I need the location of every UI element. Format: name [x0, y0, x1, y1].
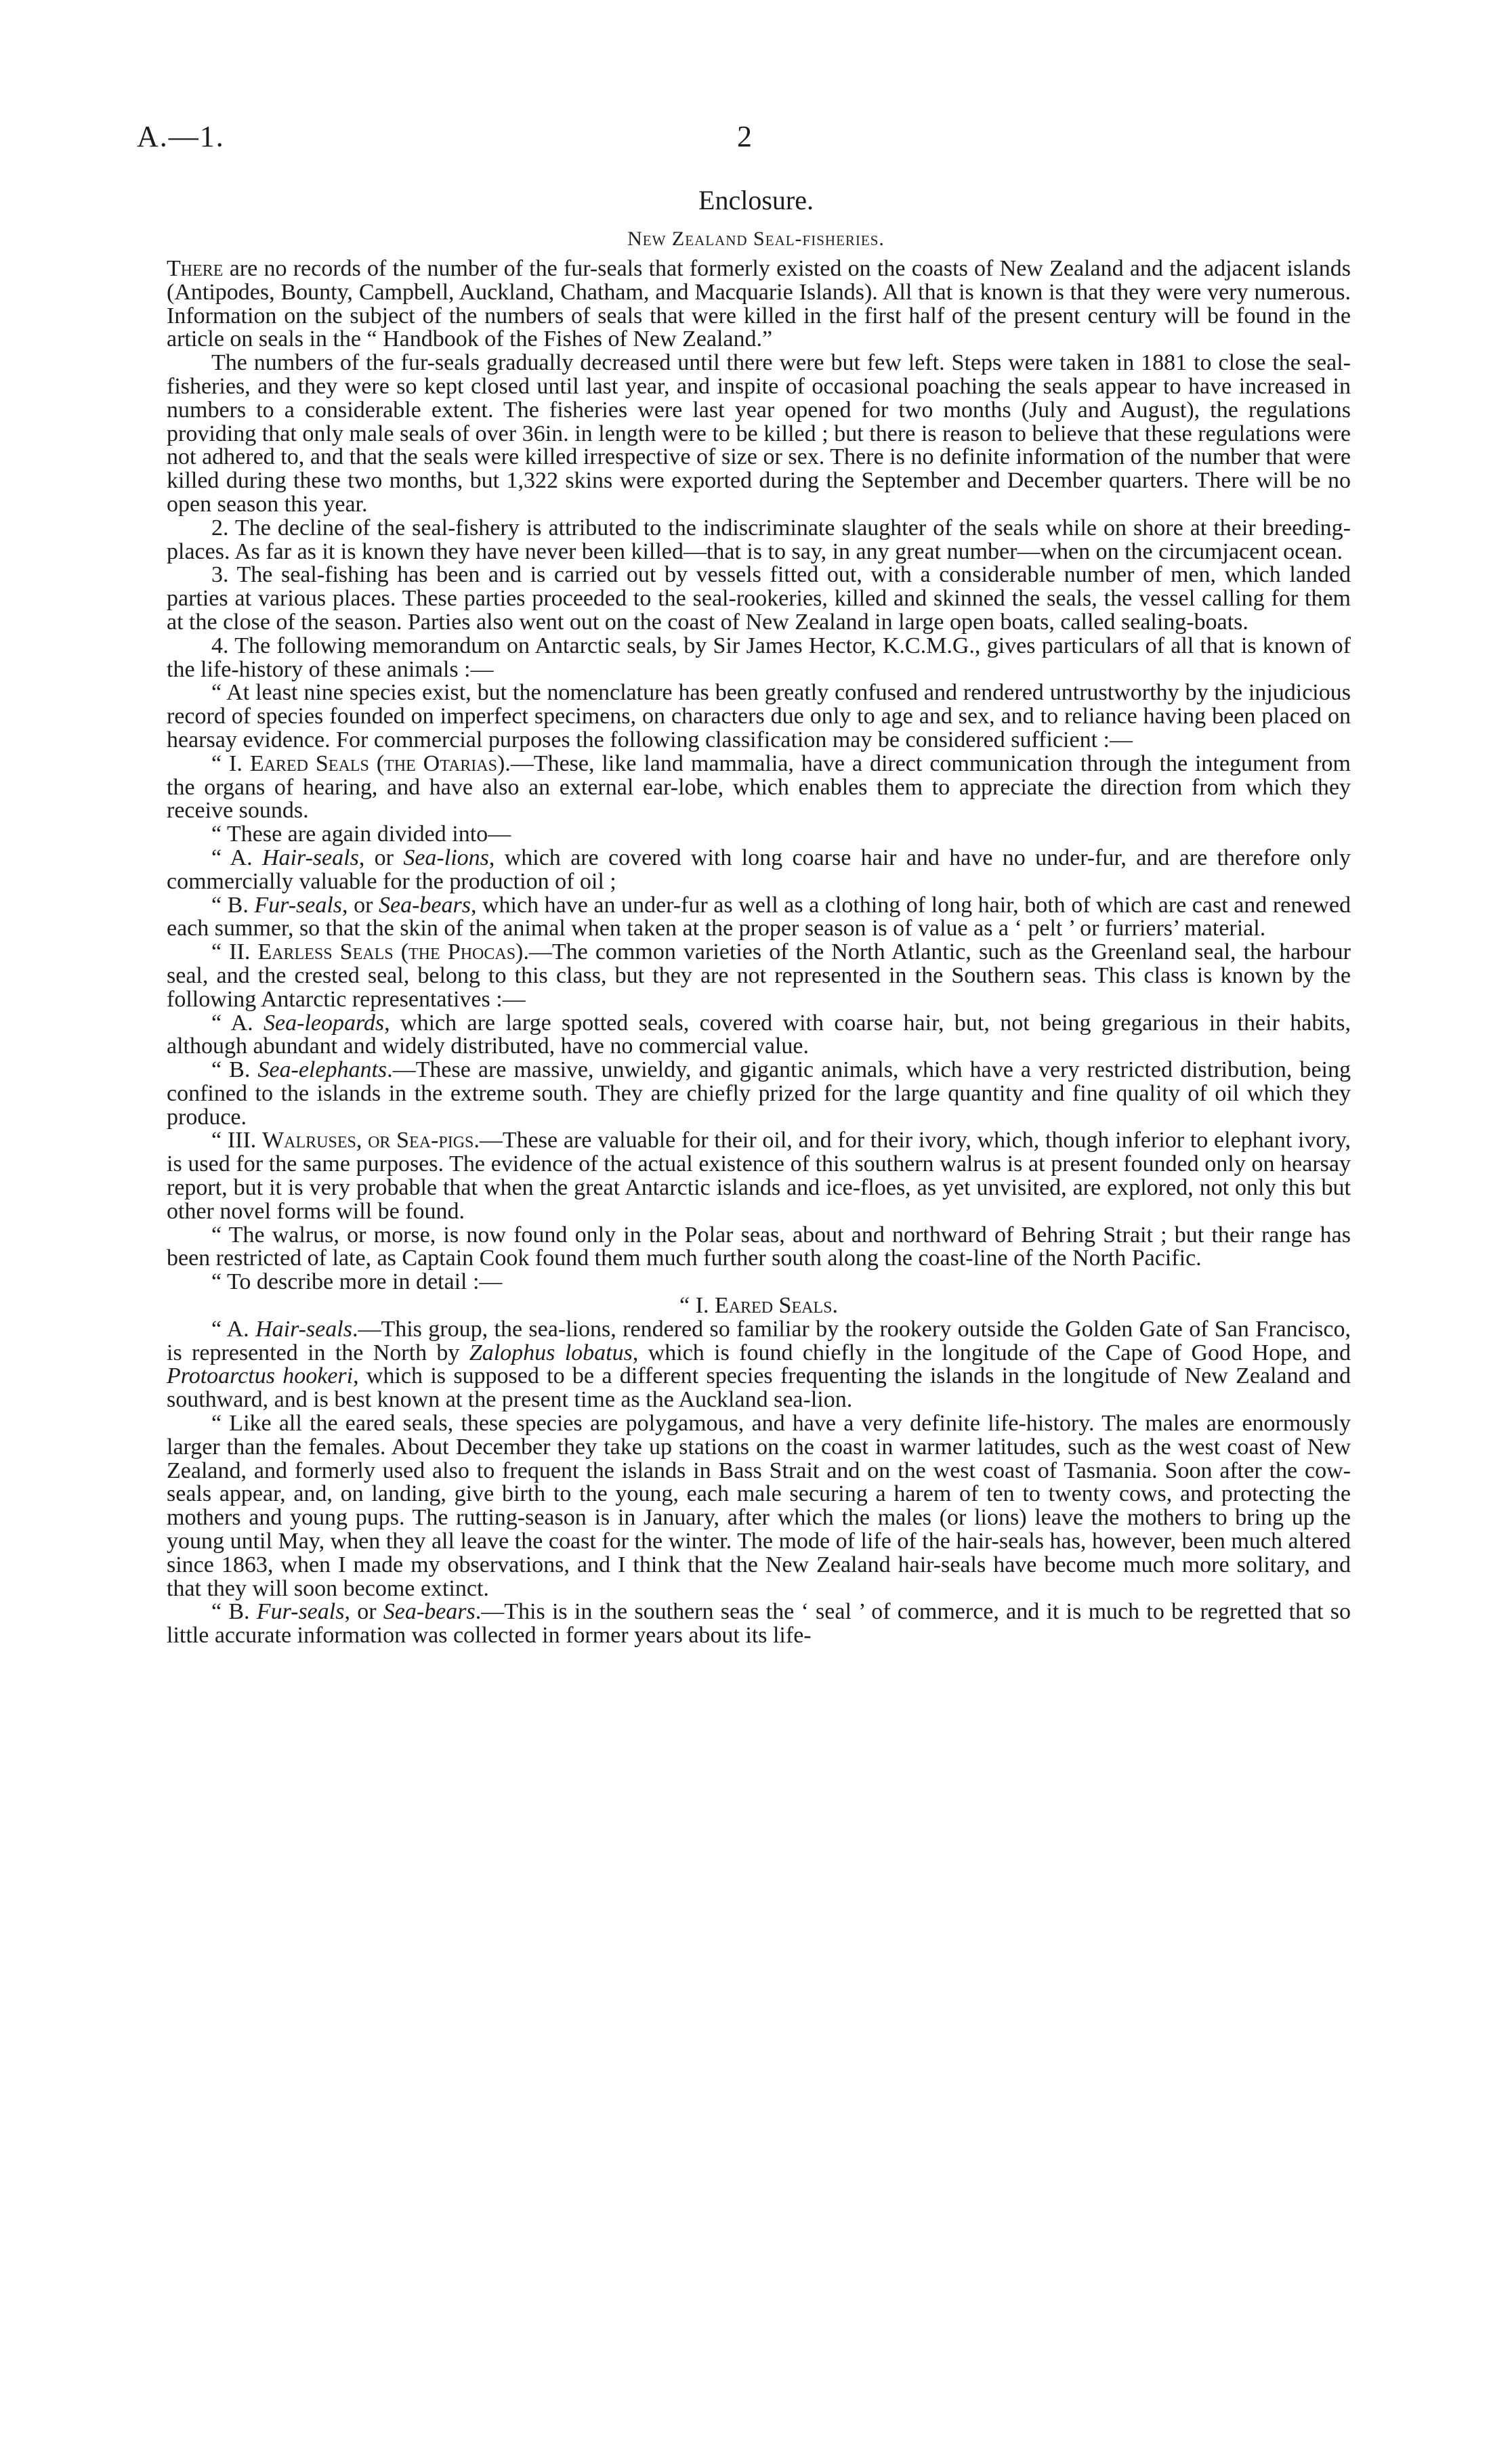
numeral: “ II. [211, 939, 258, 965]
species-name: Zalophus lobatus [469, 1340, 633, 1365]
detail-hair-seals [167, 1318, 1351, 1412]
paragraph-text: .—These, like land mammalia, have a direct communication through the integument from the organs of hearing, and have also an external ear-lobe, which enables them to appreciate the direction from which they receive sounds. [167, 750, 1351, 824]
italic-term: Sea-leopards [264, 1010, 385, 1036]
italic-term: Fur-seals [254, 892, 343, 918]
page-subtitle: New Zealand Seal-fisheries. [627, 228, 885, 250]
paragraph-text: .—This is in the southern seas the ‘ seal ’ of commerce, and it is much to be regretted that so little accurate information was collected in former years about its life- [167, 1599, 1351, 1649]
paragraph-text: , which are covered with long coarse hair and have no under-fur, and are therefore only commercially valuable for the production of oil ; [167, 845, 1351, 894]
page-number: 2 [737, 120, 752, 153]
parliamentary-paper-reference: A.—1. [137, 120, 225, 153]
memo-hair-seals [167, 847, 1351, 894]
italic-term: Sea-lions [403, 845, 489, 870]
paragraph-text: , which is found chiefly in the longitude of the Cape of Good Hope, and [632, 1340, 1351, 1365]
paragraph-3: 3. The seal-fishing has been and is carried out by vessels fitted out, with a considerable number of men, which landed parties at various places. These parties proceeded to the seal-rookeries, killed and skinned the seals, the vessel calling for them at the close of the season. Parties also went out on the coast of New Zealand in large open boats, called sealing-boats. [167, 562, 1351, 635]
memo-sea-leopards [167, 1012, 1351, 1059]
section-heading-eared-seals [167, 1294, 1351, 1318]
paragraph-text: .—These are massive, unwieldy, and gigantic animals, which have a very restricted distribution, being confined to the islands in the extreme south. They are chiefly prized for the large quantity and fine quality of oil which they produce. [167, 1057, 1351, 1130]
italic-term: Sea-elephants [257, 1057, 387, 1083]
memo-divided: “ These are again divided into— [211, 822, 511, 847]
lead-word: There [167, 256, 224, 281]
body-text [167, 257, 1351, 1648]
numeral: “ I. [211, 750, 250, 776]
page-title: Enclosure. [698, 185, 814, 215]
italic-term: Fur-seals [256, 1599, 345, 1625]
paragraph-text: .—The common varieties of the North Atlantic, such as the Greenland seal, the harbour seal, and the crested seal, belong to this class, but they are not represented in the Southern seas. This class is known by the following Antarctic representatives :— [167, 939, 1351, 1012]
class-heading: Eared Seals (the Otarias) [249, 750, 505, 776]
memo-fur-seals [167, 894, 1351, 941]
paragraph-text: .—These are valuable for their oil, and for their ivory, which, though inferior to elephant ivory, is used for the same purposes. The evidence of the actual existence of this southern walrus is at present founded only on hearsay report, but it is very probable that when the great Antarctic islands and ice-floes, as yet unvisited, are explored, not only this but other novel forms will be found. [167, 1128, 1351, 1224]
memo-detail-intro: “ To describe more in detail :— [211, 1269, 503, 1295]
paragraph-fur-seal-decline: The numbers of the fur-seals gradually decreased until there were but few left. Steps were taken in 1881 to close the seal-fisheries, and they were so kept closed until last year, and inspite of occasional poaching the seals appear to have increased in numbers to a considerable extent. The fisheries were last year opened for two months (July and August), the regulations providing that only male seals of over 36in. in length were to be killed ; but there is reason to believe that these regulations were not adhered to, and that the seals were killed irrespective of size or sex. There is no definite information of the number that were killed during these two months, but 1,322 skins were exported during the September and December quarters. There will be no open season this year. [167, 350, 1351, 517]
paragraph-intro [167, 257, 1351, 352]
detail-life-history: “ Like all the eared seals, these species are polygamous, and have a very definite life-history. The males are enormously larger than the females. About December they take up stations on the coast in warmer latitudes, such as the west coast of New Zealand, and formerly used also to frequent the islands in Bass Strait and on the west coast of Tasmania. Soon after the cow-seals appear, and, on landing, give birth to the young, each male securing a harem of ten to twenty cows, and protecting the mothers and young pups. The rutting-season is in January, after which the males (or lions) leave the mothers to bring up the young until May, when they all leave the coast for the winter. The mode of life of the hair-seals has, however, been much altered since 1863, when I made my observations, and I think that the New Zealand hair-seals have become much more solitary, and that they will soon become extinct. [167, 1411, 1351, 1601]
memo-walruses [167, 1129, 1351, 1223]
class-heading: Earless Seals (the Phocas) [257, 939, 524, 965]
numeral: “ B. [211, 1057, 258, 1083]
paragraph-text: , which have an under-fur as well as a clothing of long hair, both of which are cast and renewed each summer, so that the skin of the animal when taken at the proper season is of value as a ‘ pelt ’ or furriers’ material. [167, 892, 1351, 941]
paragraph-text: , which are large spotted seals, covered with coarse hair, but, not being gregarious in their habits, although abundant and widely distributed, have no commercial value. [167, 1010, 1351, 1059]
numeral: “ A. [211, 1316, 256, 1342]
class-heading: Walruses, or Sea-pigs [262, 1128, 474, 1153]
species-name: Protoarctus hookeri [167, 1363, 354, 1389]
numeral: “ B. [211, 892, 255, 918]
memo-sea-elephants [167, 1059, 1351, 1129]
italic-term: Hair-seals [261, 845, 359, 870]
memo-earless-seals [167, 941, 1351, 1011]
numeral: “ B. [211, 1599, 257, 1625]
memo-walrus-range: “ The walrus, or morse, is now found only in the Polar seas, about and northward of Behring Strait ; but their range has been restricted of late, as Captain Cook found them much further south along the coast-line of the North Pacific. [167, 1222, 1351, 1271]
paragraph-4: 4. The following memorandum on Antarctic seals, by Sir James Hector, K.C.M.G., gives particulars of all that is known of the life-history of these animals :— [167, 633, 1351, 682]
section-heading-text: Eared Seals. [714, 1293, 838, 1319]
numeral: “ III. [211, 1128, 263, 1153]
paragraph-2: 2. The decline of the seal-fishery is attributed to the indiscriminate slaughter of the seals while on shore at their breeding-places. As far as it is known they have never been killed—that is to say, in any great number—when on the circumjacent ocean. [167, 515, 1351, 564]
paragraph-text: , which is supposed to be a different species frequenting the islands in the longitude of New Zealand and southward, and is best known at the present time as the Auckland sea-lion. [167, 1363, 1351, 1413]
italic-term: Sea-bears [383, 1599, 476, 1625]
memo-intro: “ At least nine species exist, but the nomenclature has been greatly confused and rendered untrustworthy by the injudicious record of species founded on imperfect specimens, on characters due only to age and sex, and to reliance having been placed on hearsay evidence. For commercial purposes the following classification may be considered sufficient :— [167, 680, 1351, 752]
paragraph-text: are no records of the number of the fur-seals that formerly existed on the coasts of New Zealand and the adjacent islands (Antipodes, Bounty, Campbell, Auckland, Chatham, and Macquarie Islands). All that is known is that they were very numerous. Information on the subject of the numbers of seals that were killed in the first half of the present century will be found in the article on seals in the “ Handbook of the Fishes of New Zealand.” [167, 256, 1351, 352]
numeral: “ I. [679, 1293, 715, 1319]
memo-eared-seals [167, 752, 1351, 823]
detail-fur-seals [167, 1600, 1351, 1648]
paragraph-text: .—This group, the sea-lions, rendered so familiar by the rookery outside the Golden Gate of San Francisco, is represented in the North by [167, 1316, 1351, 1365]
numeral: “ A. [211, 1010, 264, 1036]
connector: , or [344, 1599, 383, 1625]
connector: , or [342, 892, 379, 918]
connector: , or [358, 845, 404, 870]
italic-term: Sea-bears [378, 892, 471, 918]
numeral: “ A. [211, 845, 262, 870]
italic-term: Hair-seals [255, 1316, 352, 1342]
